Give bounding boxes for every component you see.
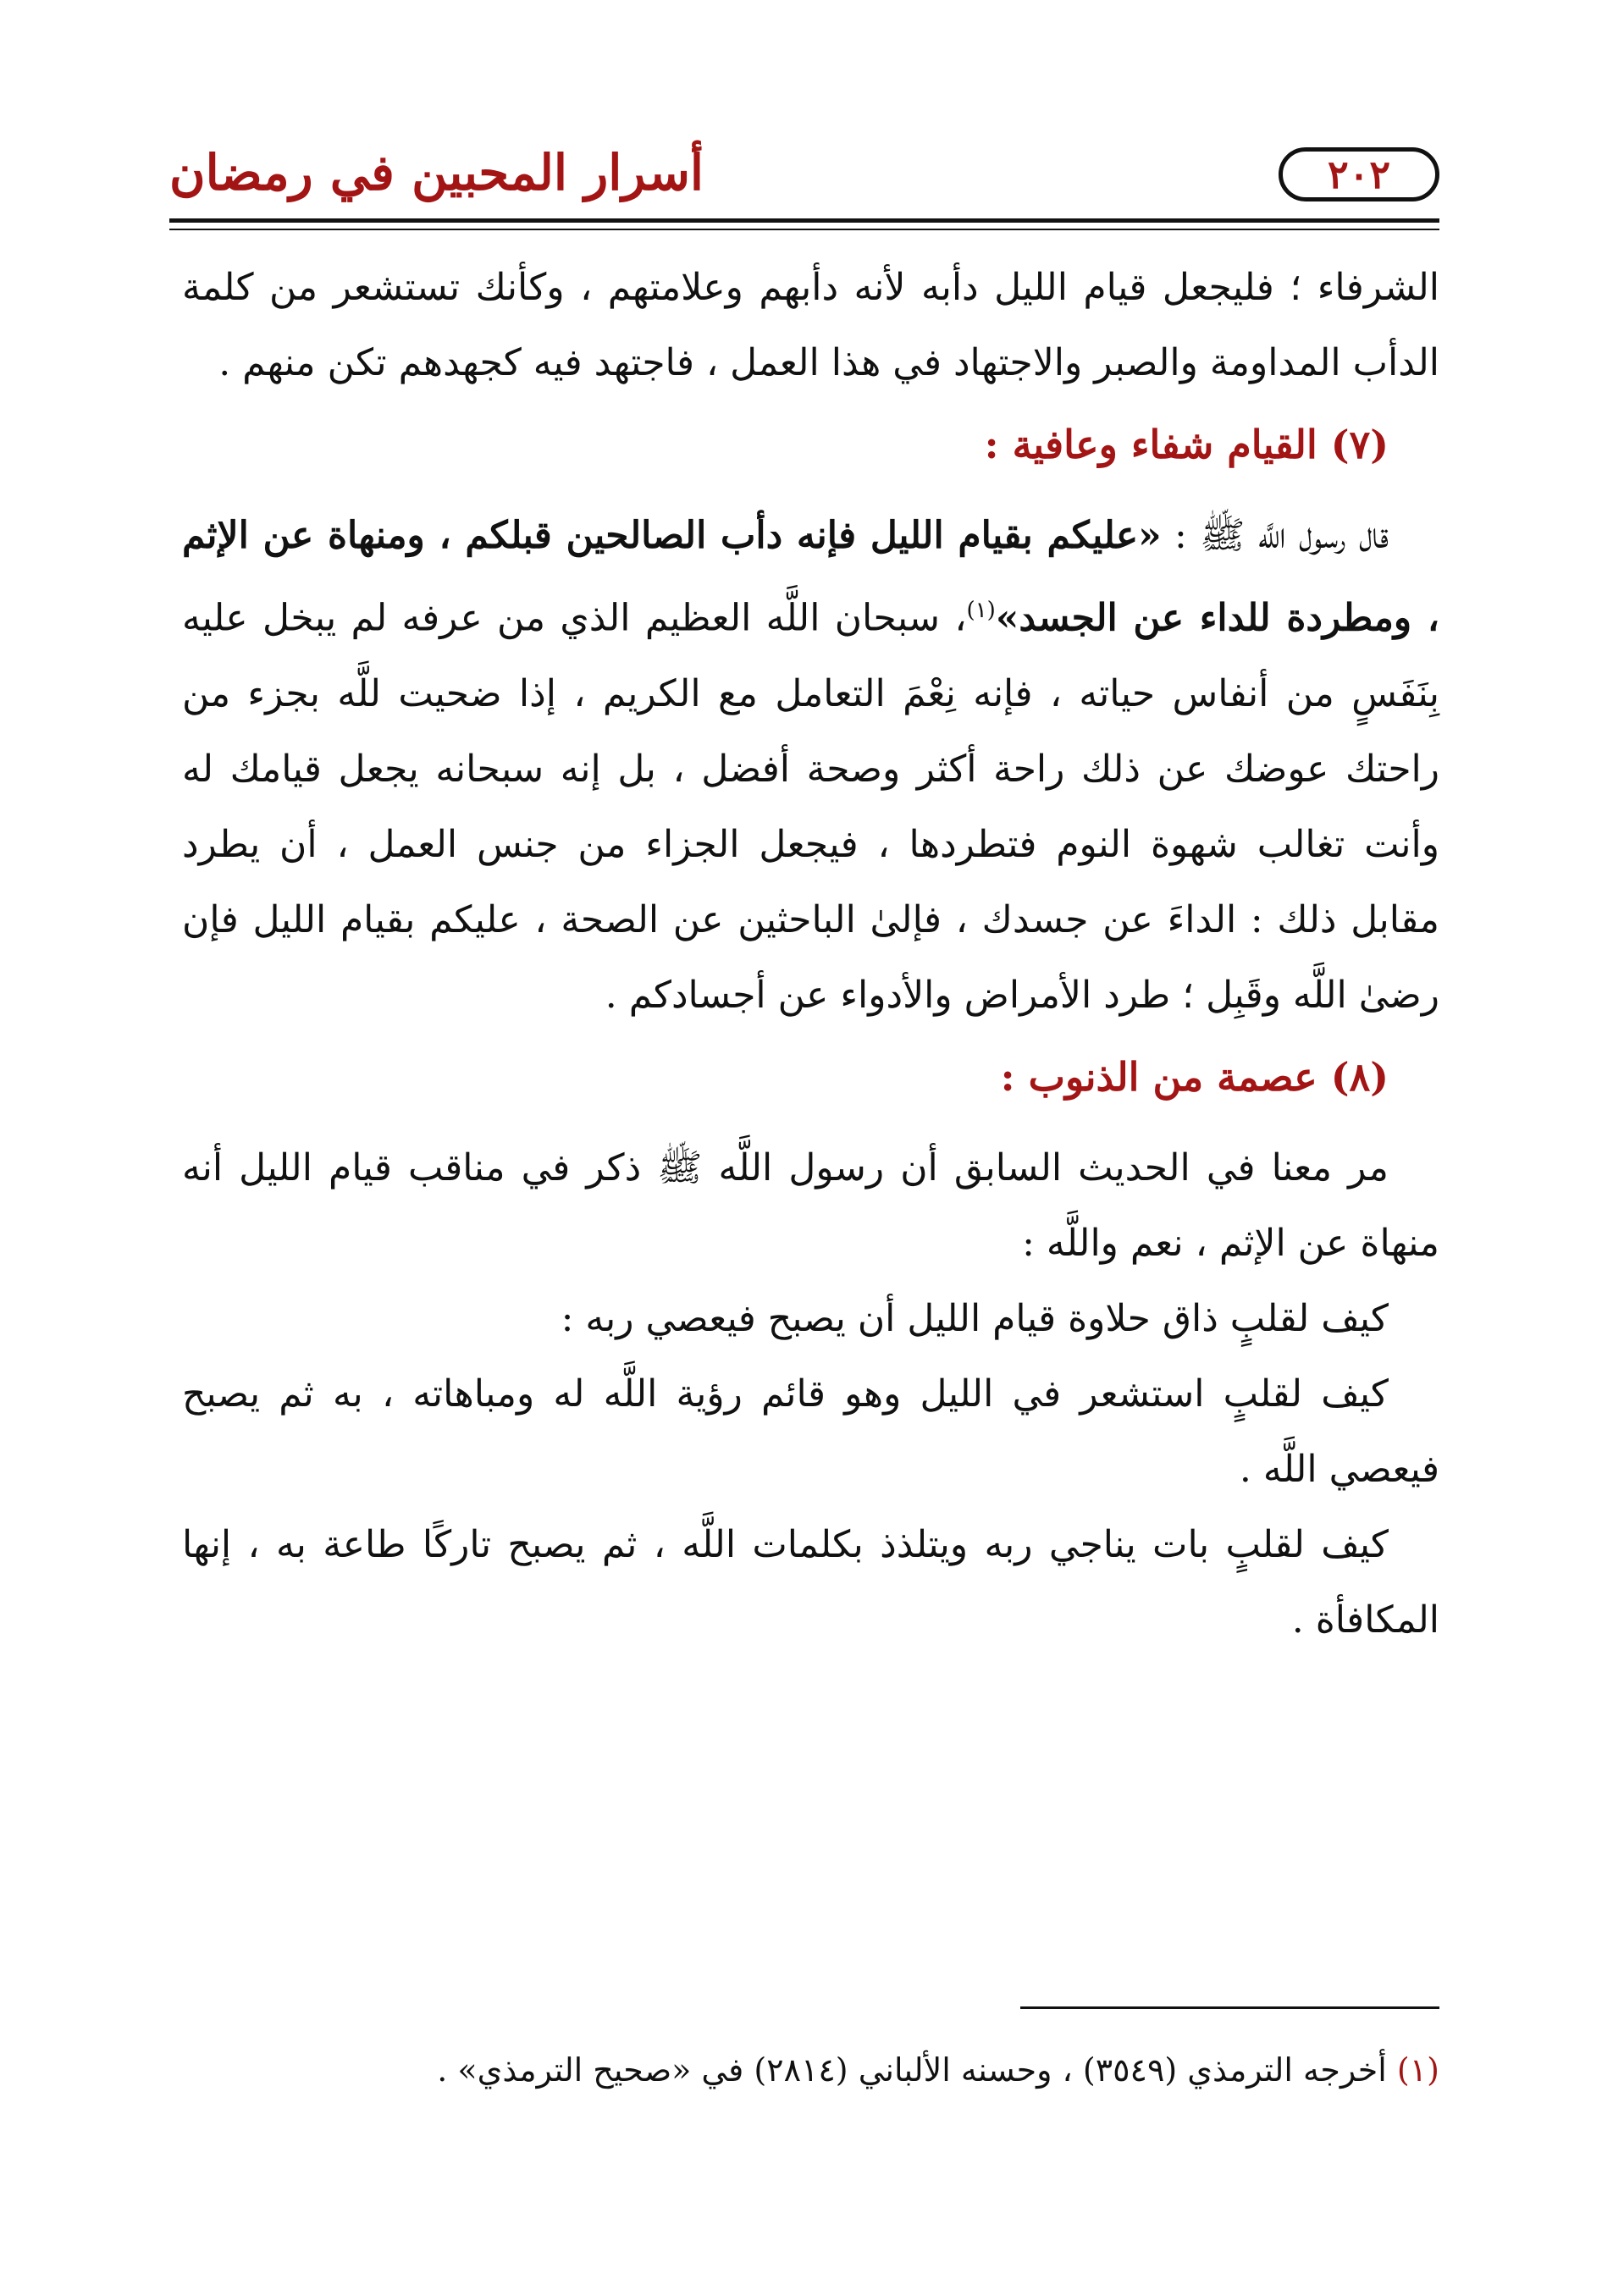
footnote-text: أخرجه الترمذي (٣٥٤٩) ، وحسنه الألباني (٢٨١٤) في «صحيح الترمذي» . [437, 2051, 1397, 2089]
paragraph-intro: قال رسول اللَّه ﷺ : [1161, 514, 1389, 557]
main-text [182, 250, 1439, 1658]
question-line: كيف لقلبٍ بات يناجي ربه ويتلذذ بكلمات اللَّه ، ثم يصبح تاركًا طاعة به ، إنها المكافأة . [182, 1522, 1439, 1642]
paragraph: مر معنا في الحديث السابق أن رسول اللَّه ﷺ ذكر في مناقب قيام الليل أنه منهاة عن الإثم ، نعم واللَّه : [182, 1145, 1439, 1265]
section-heading: (٨) عصمة من الذنوب : [1000, 1053, 1389, 1100]
header-rule-thick [169, 218, 1439, 223]
footnote-rule [1020, 2006, 1439, 2009]
page-number: ٢٠٢ [1279, 147, 1439, 201]
question-line: كيف لقلبٍ استشعر في الليل وهو قائم رؤية اللَّه له ومباهاته ، به ثم يصبح فيعصي اللَّه . [182, 1372, 1439, 1491]
question-line: كيف لقلبٍ ذاق حلاوة قيام الليل أن يصبح فيعصي ربه : [561, 1296, 1389, 1340]
book-title: أسرار المحبين في رمضان [169, 144, 704, 201]
footnote-marker: (١) [1396, 2051, 1439, 2089]
footnote [182, 2045, 1439, 2095]
question-lines [182, 1281, 1439, 1658]
paragraph [182, 498, 1439, 1033]
footnote-ref[interactable]: (١) [966, 598, 996, 623]
page-header [169, 144, 1439, 220]
section-heading: (٧) القيام شفاء وعافية : [984, 422, 1389, 467]
paragraph: الشرفاء ؛ فليجعل قيام الليل دأبه لأنه دأبهم وعلامتهم ، وكأنك تستشعر من كلمة الدأب المداومة والصبر والاجتهاد في هذا العمل ، فاجتهد فيه كجهدهم تكن منهم . [182, 266, 1439, 384]
hadith-quote: «عليكم بقيام الليل فإنه دأب الصالحين قبلكم ، ومنهاة عن الإثم ، ومطردة للداء عن الجسد» [182, 514, 1440, 640]
header-rule-thin [169, 229, 1439, 230]
paragraph-rest: ، سبحان اللَّه العظيم الذي من عرفه لم يبخل عليه بِنَفَسٍ من أنفاس حياته ، فإنه نِعْمَ التعامل مع الكريم ، إذا ضحيت للَّه بجزء من راحتك عوضك عن ذلك راحة أكثر وصحة أفضل ، بل إنه سبحانه يجعل قيامك له وأنت تغالب شهوة النوم فتطردها ، فيجعل الجزاء من جنس العمل ، أن يطرد مقابل ذلك : الداءَ عن جسدك ، فإلىٰ الباحثين عن الصحة ، عليكم بقيام الليل فإن رضىٰ اللَّه وقَبِل ؛ طرد الأمراض والأدواء عن أجسادكم . [182, 596, 1439, 1017]
